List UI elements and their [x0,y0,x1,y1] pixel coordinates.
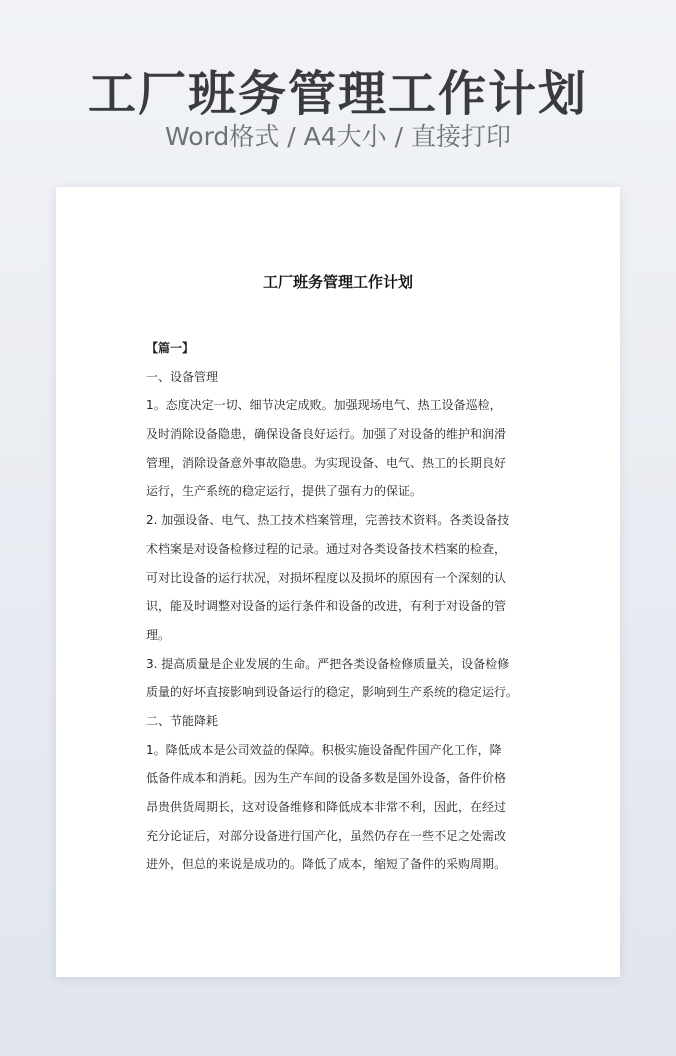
paragraph-line: 可对比设备的运行状况，对损坏程度以及损坏的原因有一个深刻的认 [146,570,507,585]
paragraph-line: 1。降低成本是公司效益的保障。积极实施设备配件国产化工作，降 [146,742,502,757]
paragraph-line: 运行，生产系统的稳定运行，提供了强有力的保证。 [146,484,423,499]
paragraph-line: 昂贵供货周期长，这对设备维修和降低成本非常不利，因此，在经过 [146,800,507,814]
document-body [146,337,538,882]
document-page [56,187,620,977]
banner-subtitle: Word格式 / A4大小 / 直接打印 [165,122,511,151]
paragraph-line: 理。 [146,627,171,642]
paragraph-line: 识，能及时调整对设备的运行条件和设备的改进，有利于对设备的管 [146,599,507,614]
paragraph-line: 充分论证后，对部分设备进行国产化，虽然仍存在一些不足之处需改 [146,828,507,843]
section-marker: 【篇一】 [146,341,195,355]
paragraph-line: 1。态度决定一切、细节决定成败。加强现场电气、热工设备巡检， [146,398,502,413]
paragraph-line: 质量的好坏直接影响到设备运行的稳定，影响到生产系统的稳定运行。 [146,685,519,700]
document-title: 工厂班务管理工作计划 [262,273,413,291]
paragraph-line: 及时消除设备隐患，确保设备良好运行。加强了对设备的维护和润滑 [146,427,507,442]
section-heading: 二、节能降耗 [146,713,219,728]
banner-title: 工厂班务管理工作计划 [87,66,588,122]
paragraph-line: 3. 提高质量是企业发展的生命。严把各类设备检修质量关，设备检修 [146,656,510,671]
paragraph-line: 术档案是对设备检修过程的记录。通过对各类设备技术档案的检查， [146,541,507,556]
section-heading: 一、设备管理 [146,369,219,384]
paragraph-line: 2. 加强设备、电气、热工技术档案管理，完善技术资料。各类设备技 [146,513,510,528]
paragraph-line: 进外，但总的来说是成功的。降低了成本，缩短了备件的采购周期。 [146,857,507,872]
paragraph-line: 管理，消除设备意外事故隐患。为实现设备、电气、热工的长期良好 [146,455,507,470]
paragraph-line: 低备件成本和消耗。因为生产车间的设备多数是国外设备，备件价格 [146,771,507,786]
